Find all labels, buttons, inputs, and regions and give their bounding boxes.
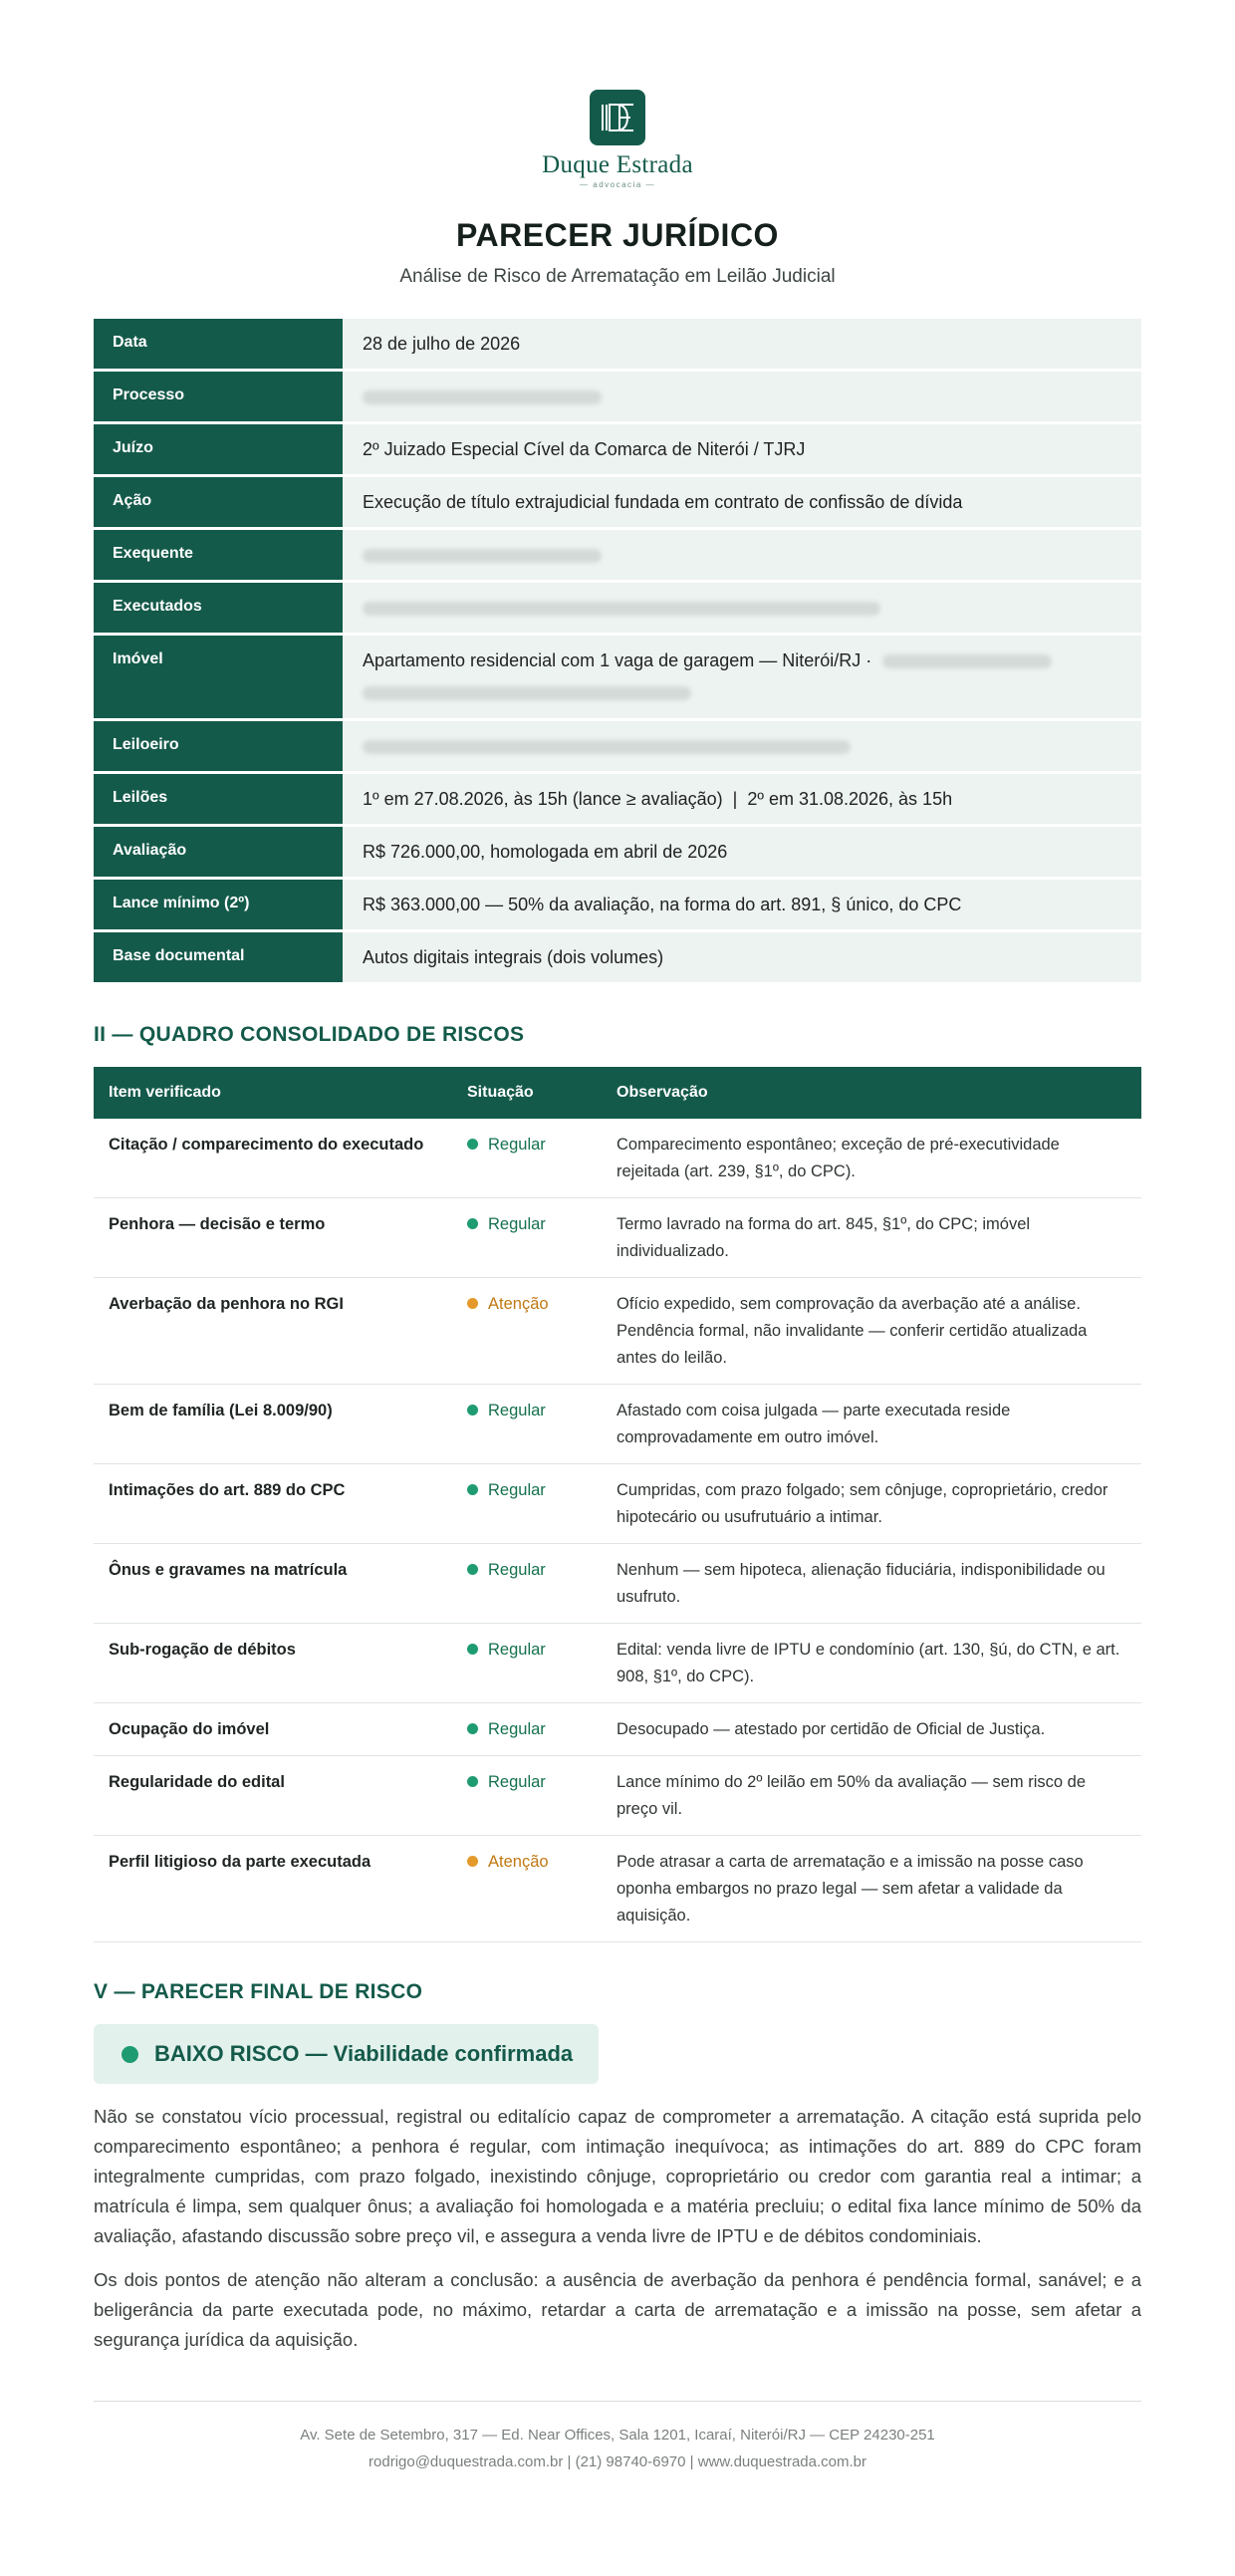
- conclusion-paragraph: Não se constatou vício processual, registral ou editalício capaz de comprometer a arrematação. A citação está suprida pelo comparecimento espontâneo; a penhora é regular, com intimação inequívoca; as intimações do art. 889 do CPC foram integralmente cumpridas, com prazo folgado, inexistindo cônjuge, coproprietário ou credor com garantia real a intimar; a matrícula é limpa, sem qualquer ônus; a avaliação foi homologada e a matéria precluiu; o edital fixa lance mínimo de 50% da avaliação, afastando discussão sobre preço vil, e assegura a venda livre de IPTU e de débitos condominiais.: [94, 2106, 1141, 2246]
- info-label: Leilões: [94, 774, 343, 824]
- risk-item: Citação / comparecimento do executado: [94, 1119, 452, 1198]
- redacted-value: [343, 583, 1141, 633]
- risk-row: [94, 1385, 1141, 1464]
- info-value: Execução de título extrajudicial fundada em contrato de confissão de dívida: [343, 477, 1141, 527]
- status-dot-icon: [467, 1484, 478, 1495]
- status-dot-icon: [467, 1139, 478, 1150]
- risk-item: Intimações do art. 889 do CPC: [94, 1464, 452, 1544]
- risk-item: Perfil litigioso da parte executada: [94, 1836, 452, 1942]
- risk-observation: Afastado com coisa julgada — parte executada reside comprovadamente em outro imóvel.: [602, 1385, 1141, 1464]
- info-label: Exequente: [94, 530, 343, 580]
- info-label: Imóvel: [94, 636, 343, 718]
- risk-observation: Desocupado — atestado por certidão de Oficial de Justiça.: [602, 1703, 1141, 1756]
- status-dot-icon: [467, 1644, 478, 1655]
- verdict-badge: [94, 2024, 599, 2084]
- status-text: Regular: [488, 1773, 546, 1791]
- status-dot-icon: [467, 1405, 478, 1416]
- status-badge: [452, 1624, 602, 1703]
- info-row-acao: [94, 477, 1141, 527]
- risk-item: Ocupação do imóvel: [94, 1703, 452, 1756]
- info-row-avaliacao: [94, 827, 1141, 877]
- risk-item: Sub-rogação de débitos: [94, 1624, 452, 1703]
- risk-row: [94, 1836, 1141, 1942]
- risk-row: [94, 1278, 1141, 1385]
- info-row-imovel: [94, 636, 1141, 718]
- risk-observation: Comparecimento espontâneo; exceção de pré-executividade rejeitada (art. 239, §1º, do CPC).: [602, 1119, 1141, 1198]
- info-value: 28 de julho de 2026: [343, 319, 1141, 369]
- section-heading-risks: II — QUADRO CONSOLIDADO DE RISCOS: [94, 1023, 525, 1046]
- info-value: Autos digitais integrais (dois volumes): [343, 932, 1141, 982]
- document-subtitle: Análise de Risco de Arrematação em Leilão Judicial: [399, 266, 836, 287]
- document-title: PARECER JURÍDICO: [456, 217, 779, 253]
- risk-item: Bem de família (Lei 8.009/90): [94, 1385, 452, 1464]
- info-row-executados: [94, 583, 1141, 633]
- risk-observation: Ofício expedido, sem comprovação da averbação até a análise. Pendência formal, não invalidante — conferir certidão atualizada antes do leilão.: [602, 1278, 1141, 1385]
- risk-row: [94, 1119, 1141, 1198]
- info-row-exequente: [94, 530, 1141, 580]
- risk-table-header: [94, 1067, 1141, 1119]
- risk-item: Ônus e gravames na matrícula: [94, 1544, 452, 1624]
- risk-table-body: [94, 1119, 1141, 1942]
- info-value: R$ 363.000,00 — 50% da avaliação, na forma do art. 891, § único, do CPC: [343, 880, 1141, 929]
- risk-table: [94, 1067, 1141, 1942]
- risk-item: Regularidade do edital: [94, 1756, 452, 1836]
- status-text: Regular: [488, 1561, 546, 1579]
- status-text: Regular: [488, 1215, 546, 1233]
- redacted-value: [882, 654, 1052, 668]
- risk-observation: Edital: venda livre de IPTU e condomínio (art. 130, §ú, do CTN, e art. 908, §1º, do CPC).: [602, 1624, 1141, 1703]
- status-badge: [452, 1756, 602, 1836]
- column-header-status: Situação: [452, 1067, 602, 1119]
- risk-observation: Pode atrasar a carta de arrematação e a imissão na posse caso oponha embargos no prazo legal — sem afetar a validade da aquisição.: [602, 1836, 1141, 1942]
- section-heading-final: V — PARECER FINAL DE RISCO: [94, 1980, 423, 2003]
- status-dot-icon: [467, 1856, 478, 1867]
- status-badge: [452, 1703, 602, 1756]
- status-text: Regular: [488, 1402, 546, 1419]
- risk-row: [94, 1464, 1141, 1544]
- firm-tagline: — advocacia —: [580, 180, 655, 189]
- risk-observation: Cumpridas, com prazo folgado; sem cônjuge, coproprietário, credor hipotecário ou usufrutuário a intimar.: [602, 1464, 1141, 1544]
- status-badge: [452, 1198, 602, 1278]
- risk-row: [94, 1544, 1141, 1624]
- status-text: Regular: [488, 1720, 546, 1738]
- info-label: Leiloeiro: [94, 721, 343, 771]
- status-dot-icon: [467, 1218, 478, 1229]
- info-label: Lance mínimo (2º): [94, 880, 343, 929]
- conclusion-paragraph: Os dois pontos de atenção não alteram a conclusão: a ausência de averbação da penhora é pendência formal, sanável; e a beligerância da parte executada pode, no máximo, retardar a carta de arrematação e a imissão na posse, sem afetar a segurança jurídica da aquisição.: [94, 2269, 1141, 2350]
- info-value: 1º em 27.08.2026, às 15h (lance ≥ avaliação) | 2º em 31.08.2026, às 15h: [343, 774, 1141, 824]
- status-badge: [452, 1544, 602, 1624]
- imovel-text: Apartamento residencial com 1 vaga de garagem — Niterói/RJ ·: [363, 650, 872, 670]
- info-value: R$ 726.000,00, homologada em abril de 2026: [343, 827, 1141, 877]
- status-text: Atenção: [488, 1295, 549, 1313]
- info-row-juizo: [94, 424, 1141, 474]
- risk-row: [94, 1198, 1141, 1278]
- status-text: Regular: [488, 1136, 546, 1154]
- status-badge: [452, 1836, 602, 1942]
- status-dot-icon: [467, 1723, 478, 1734]
- column-header-observation: Observação: [602, 1067, 1141, 1119]
- info-value: [343, 636, 1141, 718]
- risk-row: [94, 1624, 1141, 1703]
- risk-row: [94, 1756, 1141, 1836]
- status-dot-icon: [467, 1564, 478, 1575]
- redacted-value: [343, 372, 1141, 421]
- risk-item: Averbação da penhora no RGI: [94, 1278, 452, 1385]
- redacted-value: [343, 530, 1141, 580]
- info-label: Processo: [94, 372, 343, 421]
- status-dot-icon: [467, 1776, 478, 1787]
- info-row-leiloeiro: [94, 721, 1141, 771]
- info-label: Juízo: [94, 424, 343, 474]
- status-badge: [452, 1385, 602, 1464]
- status-badge: [452, 1464, 602, 1544]
- risk-row: [94, 1703, 1141, 1756]
- info-row-lance: [94, 880, 1141, 929]
- firm-name: Duque Estrada: [542, 151, 693, 178]
- risk-observation: Termo lavrado na forma do art. 845, §1º, do CPC; imóvel individualizado.: [602, 1198, 1141, 1278]
- status-dot-icon: [467, 1298, 478, 1309]
- letterhead: [94, 0, 1141, 189]
- info-row-leiloes: [94, 774, 1141, 824]
- info-label: Executados: [94, 583, 343, 633]
- info-label: Data: [94, 319, 343, 369]
- info-label: Avaliação: [94, 827, 343, 877]
- footer: [94, 2401, 1141, 2475]
- status-text: Regular: [488, 1641, 546, 1659]
- verdict-text: BAIXO RISCO — Viabilidade confirmada: [154, 2041, 574, 2066]
- case-info-table: [94, 316, 1141, 985]
- footer-address: Av. Sete de Setembro, 317 — Ed. Near Offices, Sala 1201, Icaraí, Niterói/RJ — CEP 24230-251: [300, 2427, 935, 2444]
- info-row-data: [94, 319, 1141, 369]
- info-value: 2º Juizado Especial Cível da Comarca de Niterói / TJRJ: [343, 424, 1141, 474]
- status-badge: [452, 1119, 602, 1198]
- footer-contact: rodrigo@duquestrada.com.br | (21) 98740-6970 | www.duquestrada.com.br: [369, 2453, 866, 2470]
- firm-logo: [590, 90, 645, 145]
- info-label: Base documental: [94, 932, 343, 982]
- logo-monogram-icon: [598, 98, 637, 137]
- info-label: Ação: [94, 477, 343, 527]
- status-text: Regular: [488, 1481, 546, 1499]
- info-row-processo: [94, 372, 1141, 421]
- verdict-dot-icon: [122, 2046, 138, 2063]
- risk-observation: Lance mínimo do 2º leilão em 50% da avaliação — sem risco de preço vil.: [602, 1756, 1141, 1836]
- column-header-item: Item verificado: [94, 1067, 452, 1119]
- status-badge: [452, 1278, 602, 1385]
- risk-item: Penhora — decisão e termo: [94, 1198, 452, 1278]
- risk-observation: Nenhum — sem hipoteca, alienação fiduciária, indisponibilidade ou usufruto.: [602, 1544, 1141, 1624]
- info-row-base: [94, 932, 1141, 982]
- status-text: Atenção: [488, 1853, 549, 1871]
- redacted-value: [363, 686, 691, 700]
- redacted-value: [343, 721, 1141, 771]
